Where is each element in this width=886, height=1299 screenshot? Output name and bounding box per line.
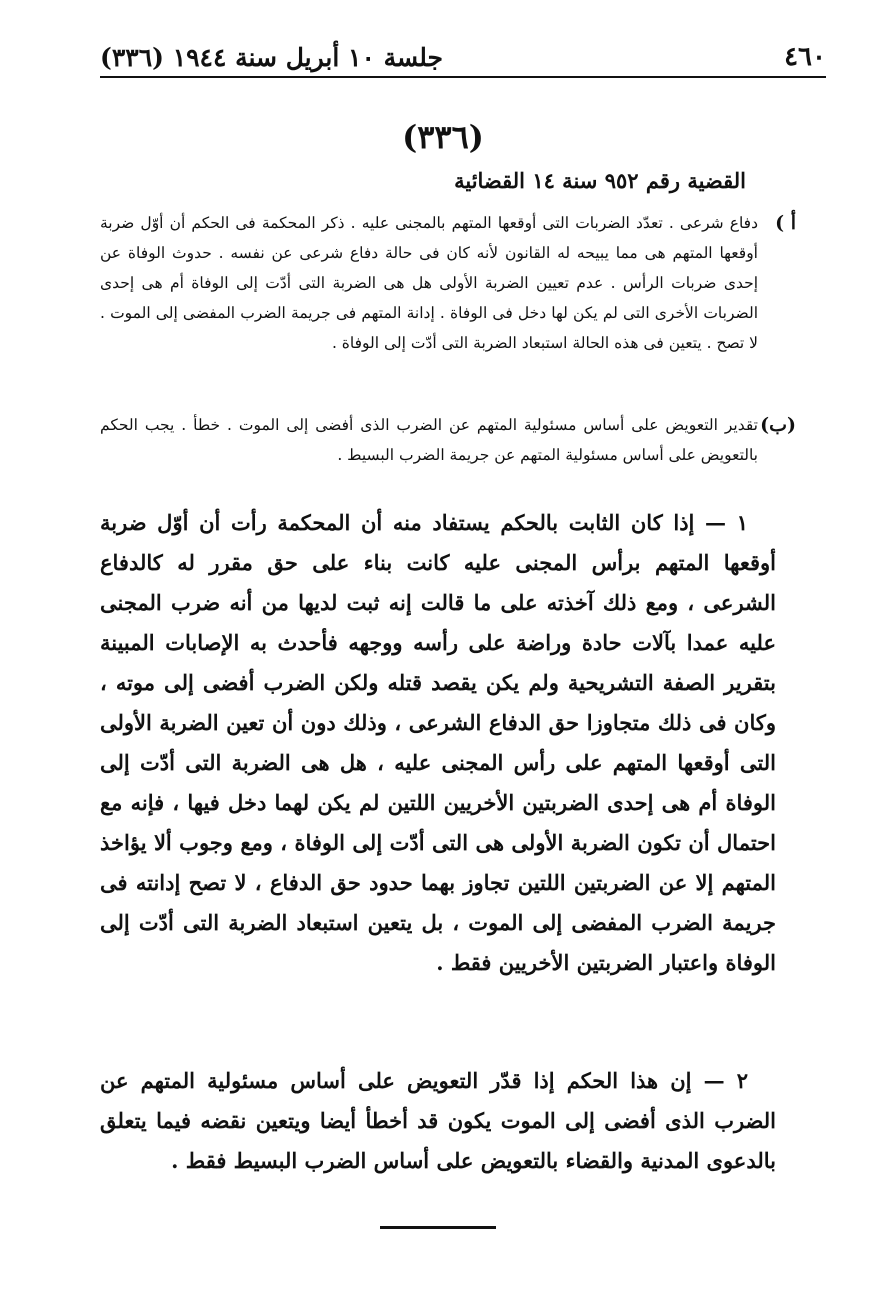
running-title: جلسة ١٠ أبريل سنة ١٩٤٤ (٣٣٦) — [100, 43, 444, 72]
case-number: (٣٣٦) — [402, 118, 484, 156]
end-divider — [380, 1226, 496, 1229]
summary-a-marker: أ ) — [775, 212, 796, 234]
summary-b-text: تقدير التعويض على أساس مسئولية المتهم عن الضرب الذى أفضى إلى الموت . خطأ . يجب الحكم بالتعويض على أساس مسئولية المتهم عن جريمة الضرب البسيط . — [100, 416, 758, 464]
case-reference: القضية رقم ٩٥٢ سنة ١٤ القضائية — [454, 168, 746, 193]
page-header — [100, 28, 826, 78]
summary-a — [100, 208, 796, 358]
body-paragraph-2: ٢ — إن هذا الحكم إذا قدّر التعويض على أساس مسئولية المتهم عن الضرب الذى أفضى إلى الموت يكون قد أخطأ أيضا ويتعين نقضه فيما يتعلق بالدعوى المدنية والقضاء بالتعويض على أساس الضرب البسيط فقط . — [100, 1068, 776, 1173]
body-paragraph-1: ١ — إذا كان الثابت بالحكم يستفاد منه أن المحكمة رأت أن أوّل ضربة أوقعها المتهم برأس المجنى عليه كانت بناء على حق مقرر له كالدفاع الشرعى ، ومع ذلك آخذته على ما قالت إنه ثبت لديها من أنه ضرب المجنى عليه عمدا بآلات حادة وراضة على رأسه ووجهه فأحدث به الإصابات المبينة بتقرير الصفة التشريحية ولم يكن يقصد قتله ولكن الضرب أفضى إلى موته ، وكان فى ذلك متجاوزا حق الدفاع الشرعى ، وذلك دون أن تعين الضربة الأولى التى أوقعها المتهم على رأس المجنى عليه ، هل هى الضربة التى أدّت إلى الوفاة أم هى إحدى الضربتين الأخريين اللتين لم يكن لهما دخل فيها ، فإنه مع احتمال أن تكون الضربة الأولى هى التى أدّت إلى الوفاة ، ومع وجوب ألا يؤاخذ المتهم إلا عن الضربتين اللتين تجاوز بهما حدود حق الدفاع ، لا تصح إدانته فى جريمة الضرب المفضى إلى الموت ، بل يتعين استبعاد الضربة التى أدّت إلى الوفاة واعتبار الضربتين الأخريين فقط . — [100, 510, 776, 975]
summary-b-marker: (ب) — [760, 414, 796, 436]
summary-b — [100, 410, 796, 470]
summary-a-text: دفاع شرعى . تعدّد الضربات التى أوقعها المتهم بالمجنى عليه . ذكر المحكمة فى الحكم أن أوّل ضربة أوقعها المتهم هى مما يبيحه له القانون لأنه كان فى حالة دفاع شرعى عن نفسه . حدوث الوفاة عن إحدى ضربات الرأس . عدم تعيين الضربة الأولى هل هى الضربة التى أدّت إلى الوفاة أم هى إحدى الضربات الأخرى التى لم يكن لها دخل فى الوفاة . إدانة المتهم فى جريمة الضرب المفضى إلى الموت . لا تصح . يتعين فى هذه الحالة استبعاد الضربة التى أدّت إلى الوفاة . — [100, 214, 758, 352]
page-number: ٤٦٠ — [784, 42, 826, 72]
